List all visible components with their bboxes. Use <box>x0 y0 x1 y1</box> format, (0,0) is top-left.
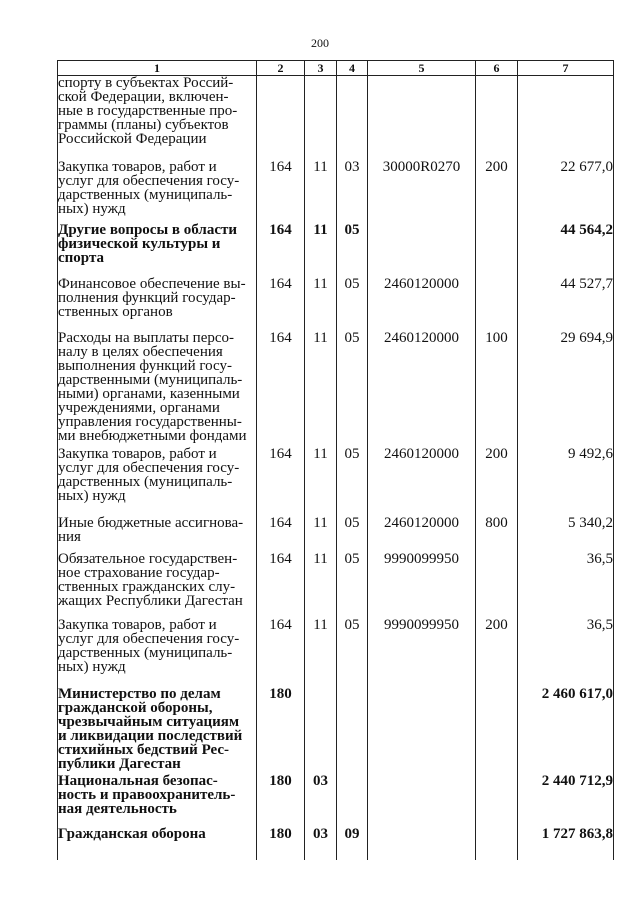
table-row <box>58 513 614 549</box>
row-name-line: управления государственны- <box>58 413 242 430</box>
row-name-line: ных) нужд <box>58 487 126 504</box>
row-name-line: ми внебюджетными фондами <box>58 427 247 444</box>
row-name-line: Финансовое обеспечение вы- <box>58 275 246 292</box>
row-name <box>58 76 257 157</box>
row-name-line: публики Дагестан <box>58 755 181 772</box>
table-row <box>58 76 614 157</box>
row-name <box>58 444 257 513</box>
table-header-row <box>58 61 614 76</box>
table-row <box>58 824 614 860</box>
expense-type-code: 200 <box>476 615 518 684</box>
row-name-line: учреждениями, органами <box>58 399 220 416</box>
target-article-code <box>368 684 476 771</box>
target-article-code: 9990099950 <box>368 549 476 615</box>
row-name-line: полнения функций государ- <box>58 289 236 306</box>
row-name <box>58 274 257 328</box>
budget-table <box>57 60 614 860</box>
subsection-code: 09 <box>337 824 368 860</box>
ministry-code: 164 <box>257 513 305 549</box>
row-name-line: жащих Республики Дагестан <box>58 592 243 609</box>
row-name-line: ных) нужд <box>58 658 126 675</box>
table-row <box>58 444 614 513</box>
subsection-code: 05 <box>337 615 368 684</box>
row-name-line: спорту в субъектах Россий- <box>58 75 234 91</box>
amount-value: 44 527,7 <box>518 274 614 328</box>
table-row <box>58 328 614 444</box>
target-article-code <box>368 824 476 860</box>
ministry-code: 164 <box>257 328 305 444</box>
ministry-code: 180 <box>257 824 305 860</box>
row-name-line: ской Федерации, включен- <box>58 89 229 105</box>
row-name-line: ственных гражданских слу- <box>58 578 236 595</box>
ministry-code: 164 <box>257 615 305 684</box>
target-article-code: 30000R0270 <box>368 157 476 220</box>
section-code: 11 <box>305 220 337 274</box>
row-name <box>58 824 257 860</box>
amount-value: 36,5 <box>518 549 614 615</box>
target-article-code: 2460120000 <box>368 328 476 444</box>
column-header: 5 <box>368 61 476 76</box>
page-number: 200 <box>311 36 329 50</box>
row-name <box>58 549 257 615</box>
ministry-code: 164 <box>257 444 305 513</box>
row-name-line: Закупка товаров, работ и <box>58 445 217 462</box>
table-row <box>58 220 614 274</box>
target-article-code: 2460120000 <box>368 444 476 513</box>
row-name <box>58 328 257 444</box>
amount-value: 44 564,2 <box>518 220 614 274</box>
section-code: 03 <box>305 824 337 860</box>
subsection-code: 05 <box>337 549 368 615</box>
row-name-line: услуг для обеспечения госу- <box>58 459 240 476</box>
row-name-line: услуг для обеспечения госу- <box>58 630 240 647</box>
column-header: 6 <box>476 61 518 76</box>
subsection-code: 05 <box>337 274 368 328</box>
expense-type-code: 100 <box>476 328 518 444</box>
amount-value: 2 440 712,9 <box>518 771 614 824</box>
row-name-line: Расходы на выплаты персо- <box>58 329 235 346</box>
section-code: 11 <box>305 615 337 684</box>
amount-value: 5 340,2 <box>518 513 614 549</box>
column-header: 4 <box>337 61 368 76</box>
row-name-line: Российской Федерации <box>58 131 207 147</box>
row-name <box>58 615 257 684</box>
column-header: 7 <box>518 61 614 76</box>
row-name <box>58 513 257 549</box>
expense-type-code <box>476 684 518 771</box>
expense-type-code <box>476 274 518 328</box>
subsection-code <box>337 771 368 824</box>
section-code: 11 <box>305 444 337 513</box>
target-article-code <box>368 76 476 157</box>
section-code: 11 <box>305 513 337 549</box>
row-name-line: дарственными (муниципаль- <box>58 371 243 388</box>
subsection-code: 03 <box>337 157 368 220</box>
ministry-code: 164 <box>257 274 305 328</box>
row-name-line: гражданской обороны, <box>58 699 213 716</box>
row-name-line: стихийных бедствий Рес- <box>58 741 230 758</box>
ministry-code: 164 <box>257 549 305 615</box>
ministry-code: 180 <box>257 771 305 824</box>
table-body <box>58 76 614 860</box>
row-name-line: ными) органами, казенными <box>58 385 240 402</box>
section-code: 03 <box>305 771 337 824</box>
row-name-line: ственных органов <box>58 303 173 320</box>
subsection-code: 05 <box>337 328 368 444</box>
ministry-code: 164 <box>257 220 305 274</box>
row-name-line: граммы (планы) субъектов <box>58 117 229 133</box>
section-code: 11 <box>305 328 337 444</box>
subsection-code: 05 <box>337 444 368 513</box>
target-article-code: 2460120000 <box>368 513 476 549</box>
row-name-line: дарственных (муниципаль- <box>58 186 233 203</box>
row-name-line: Национальная безопас- <box>58 772 218 789</box>
row-name-line: Иные бюджетные ассигнова- <box>58 514 244 531</box>
expense-type-code <box>476 76 518 157</box>
column-header: 1 <box>58 61 257 76</box>
expense-type-code <box>476 549 518 615</box>
table-row <box>58 771 614 824</box>
row-name-line: спорта <box>58 249 104 266</box>
subsection-code: 05 <box>337 513 368 549</box>
section-code <box>305 76 337 157</box>
row-name-line: ния <box>58 528 81 545</box>
row-name-line: услуг для обеспечения госу- <box>58 172 240 189</box>
row-name-line: Закупка товаров, работ и <box>58 616 217 633</box>
expense-type-code <box>476 220 518 274</box>
row-name-line: и ликвидации последствий <box>58 727 243 744</box>
row-name-line: Гражданская оборона <box>58 825 206 842</box>
expense-type-code <box>476 771 518 824</box>
row-name-line: ное страхование государ- <box>58 564 220 581</box>
section-code: 11 <box>305 157 337 220</box>
ministry-code: 164 <box>257 157 305 220</box>
row-name-line: налу в целях обеспечения <box>58 343 223 360</box>
row-name-line: дарственных (муниципаль- <box>58 473 233 490</box>
subsection-code <box>337 76 368 157</box>
amount-value: 2 460 617,0 <box>518 684 614 771</box>
subsection-code <box>337 684 368 771</box>
section-code: 11 <box>305 549 337 615</box>
row-name-line: ных) нужд <box>58 200 126 217</box>
row-name-line: чрезвычайным ситуациям <box>58 713 240 730</box>
row-name <box>58 157 257 220</box>
table-row <box>58 157 614 220</box>
row-name-line: физической культуры и <box>58 235 221 252</box>
amount-value: 1 727 863,8 <box>518 824 614 860</box>
ministry-code <box>257 76 305 157</box>
expense-type-code: 800 <box>476 513 518 549</box>
row-name <box>58 220 257 274</box>
row-name-line: Обязательное государствен- <box>58 550 238 567</box>
target-article-code <box>368 771 476 824</box>
row-name-line: ность и правоохранитель- <box>58 786 236 803</box>
row-name <box>58 771 257 824</box>
row-name-line: Закупка товаров, работ и <box>58 158 217 175</box>
row-name-line: выполнения функций госу- <box>58 357 232 374</box>
row-name-line: дарственных (муниципаль- <box>58 644 233 661</box>
expense-type-code: 200 <box>476 444 518 513</box>
row-name <box>58 684 257 771</box>
amount-value: 9 492,6 <box>518 444 614 513</box>
target-article-code: 2460120000 <box>368 274 476 328</box>
expense-type-code <box>476 824 518 860</box>
target-article-code: 9990099950 <box>368 615 476 684</box>
subsection-code: 05 <box>337 220 368 274</box>
table-row <box>58 549 614 615</box>
column-header: 3 <box>305 61 337 76</box>
amount-value: 22 677,0 <box>518 157 614 220</box>
table-row <box>58 274 614 328</box>
ministry-code: 180 <box>257 684 305 771</box>
target-article-code <box>368 220 476 274</box>
row-name-line: Министерство по делам <box>58 685 221 702</box>
amount-value: 36,5 <box>518 615 614 684</box>
amount-value: 29 694,9 <box>518 328 614 444</box>
row-name-line: ная деятельность <box>58 800 177 817</box>
row-name-line: Другие вопросы в области <box>58 221 237 238</box>
table-row <box>58 684 614 771</box>
column-header: 2 <box>257 61 305 76</box>
table-row <box>58 615 614 684</box>
amount-value <box>518 76 614 157</box>
expense-type-code: 200 <box>476 157 518 220</box>
row-name-line: ные в государственные про- <box>58 103 238 119</box>
section-code: 11 <box>305 274 337 328</box>
section-code <box>305 684 337 771</box>
